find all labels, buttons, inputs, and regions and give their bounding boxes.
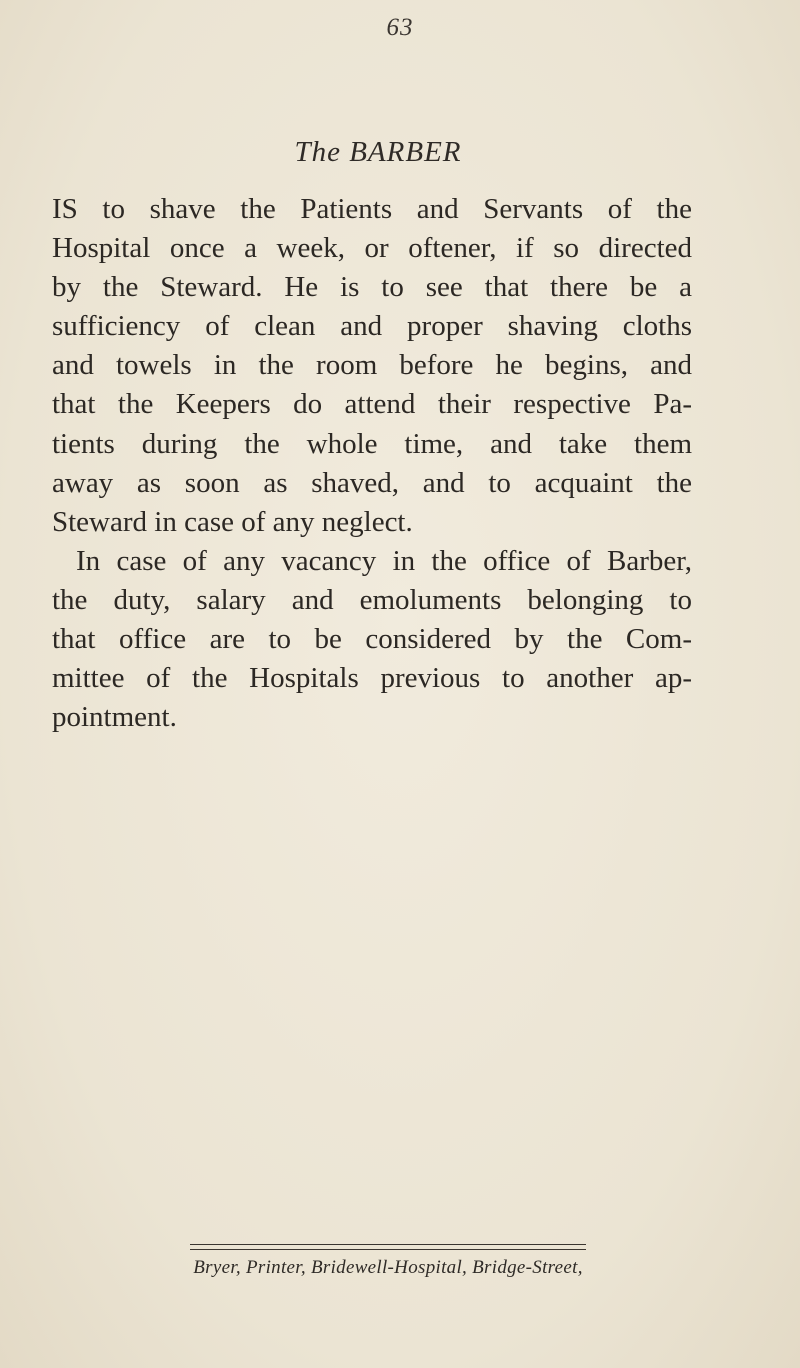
text-line: away as soon as shaved, and to acquaint the — [52, 466, 692, 499]
text-line: In case of any vacancy in the office of Barber, — [76, 544, 692, 577]
body-text — [52, 190, 692, 737]
text-line: by the Steward. He is to see that there be a — [52, 271, 692, 304]
section-title: The BARBER — [294, 136, 462, 168]
text-line: that office are to be considered by the Com- — [52, 623, 692, 656]
printer-imprint: Bryer, Printer, Bridewell-Hospital, Bridge-Street, — [193, 1257, 583, 1278]
text-line: mittee of the Hospitals previous to another ap- — [52, 662, 692, 695]
imprint-rule-top — [190, 1244, 586, 1245]
text-line: the duty, salary and emoluments belonging to — [52, 583, 692, 616]
imprint-rule-bottom — [190, 1249, 586, 1250]
text-line: that the Keepers do attend their respective Pa- — [52, 388, 692, 421]
text-line: and towels in the room before he begins, and — [52, 349, 692, 382]
text-line: Hospital once a week, or oftener, if so directed — [52, 232, 692, 265]
text-line: tients during the whole time, and take them — [52, 427, 692, 460]
paragraph-2 — [52, 542, 692, 737]
page-number: 63 — [386, 14, 414, 41]
text-line: sufficiency of clean and proper shaving cloths — [52, 310, 692, 343]
text-line: IS to shave the Patients and Servants of the — [52, 193, 692, 225]
text-line: pointment. — [52, 701, 177, 734]
paragraph-1 — [52, 190, 692, 542]
text-line: Steward in case of any neglect. — [52, 505, 413, 538]
